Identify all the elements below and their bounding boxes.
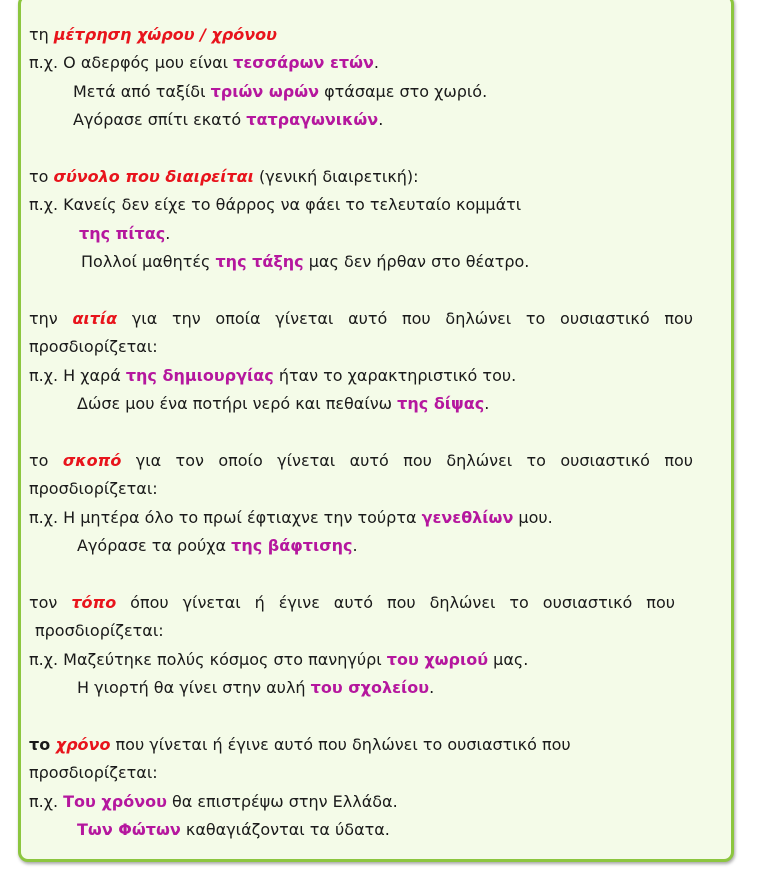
heading-text: την (29, 308, 73, 328)
example-text: . (378, 110, 384, 130)
heading-keyword: σκοπό (62, 450, 122, 470)
heading-text: τη (29, 25, 54, 44)
section-heading-measure (29, 21, 693, 49)
spacer (29, 135, 693, 163)
heading-text: τον (29, 592, 72, 612)
heading-continuation (29, 759, 693, 787)
example-line (29, 816, 693, 844)
genitive-highlight: της πίτας (79, 223, 166, 243)
genitive-highlight: Των Φώτων (77, 819, 181, 839)
example-text: . (352, 536, 358, 556)
example-line (29, 504, 693, 532)
example-text: μας δεν ήρθαν στο θέατρο. (303, 252, 530, 272)
example-text: Δώσε μου ένα ποτήρι νερό και πεθαίνω (77, 394, 398, 414)
heading-text: όπου γίνεται ή έγινε αυτό που δηλώνει το ουσιαστικό που (116, 592, 675, 612)
example-text: καθαγιάζονται τα ύδατα. (180, 819, 390, 839)
heading-text: προσδιορίζεται: (29, 763, 158, 783)
heading-text: προσδιορίζεται: (29, 479, 158, 499)
example-line (29, 362, 693, 390)
heading-text: το (29, 734, 56, 754)
spacer (29, 560, 693, 588)
example-text: . (373, 53, 380, 73)
section-heading-time (29, 731, 693, 759)
heading-continuation (29, 475, 693, 503)
example-line (29, 191, 693, 219)
example-line (29, 106, 693, 134)
heading-continuation (29, 333, 693, 361)
content-panel (18, 0, 734, 862)
heading-text: που γίνεται ή έγινε αυτό που δηλώνει το ουσιαστικό που (110, 734, 571, 754)
genitive-highlight: του χωριού (386, 649, 489, 669)
genitive-highlight: τριών ωρών (210, 81, 320, 101)
example-text: π.χ. (29, 791, 64, 811)
example-text: μου. (513, 507, 553, 527)
example-text: Πολλοί μαθητές (81, 252, 216, 272)
example-line (29, 390, 693, 418)
example-text: π.χ. Η μητέρα όλο το πρωί έφτιαχνε την τούρτα (29, 507, 422, 527)
genitive-highlight: της τάξης (215, 252, 304, 272)
example-line (29, 78, 693, 106)
genitive-highlight: Του χρόνου (63, 791, 167, 811)
example-line (29, 532, 693, 560)
example-text: ήταν το χαρακτηριστικό του. (273, 365, 517, 385)
genitive-highlight: τατραγωνικών (246, 110, 379, 130)
heading-continuation (29, 617, 693, 645)
example-line (29, 220, 693, 248)
example-text: . (165, 223, 171, 243)
genitive-highlight: γενεθλίων (421, 507, 514, 527)
heading-keyword: χρόνο (55, 734, 111, 754)
genitive-highlight: του σχολείου (310, 677, 430, 697)
heading-text: το (29, 166, 54, 186)
example-text: Η γιορτή θα γίνει στην αυλή (77, 677, 311, 697)
example-text: φτάσαμε στο χωριό. (319, 81, 488, 101)
section-heading-purpose (29, 447, 693, 475)
section-heading-place (29, 589, 675, 617)
spacer (29, 418, 693, 446)
heading-keyword: τόπο (71, 592, 117, 612)
genitive-highlight: της δημιουργίας (125, 365, 274, 385)
example-line (29, 49, 693, 77)
example-text: . (484, 394, 490, 414)
example-line (29, 248, 693, 276)
example-text: π.χ. Η χαρά (29, 365, 126, 385)
genitive-highlight: της δίψας (397, 394, 485, 414)
heading-text: για τον οποίο γίνεται αυτό που δηλώνει το ουσιαστικό που (121, 450, 694, 470)
spacer (29, 702, 693, 730)
example-text: θα επιστρέψω στην Ελλάδα. (166, 791, 398, 811)
section-heading-cause (29, 305, 693, 333)
example-text: Μετά από ταξίδι (73, 81, 211, 101)
example-text: π.χ. Μαζεύτηκε πολύς κόσμος στο πανηγύρι (29, 649, 387, 669)
heading-keyword: μέτρηση χώρου / χρόνου (53, 25, 277, 44)
genitive-highlight: της βάφτισης (231, 536, 353, 556)
heading-text: για την οποία γίνεται αυτό που δηλώνει το ουσιαστικό που (117, 308, 694, 328)
example-text: Αγόρασε σπίτι εκατό (73, 110, 247, 130)
spacer (29, 277, 693, 305)
heading-keyword: αιτία (72, 308, 118, 328)
example-text: . (429, 677, 435, 697)
example-text: μας. (488, 649, 529, 669)
example-text: Αγόρασε τα ρούχα (77, 536, 232, 556)
example-line (29, 674, 693, 702)
heading-keyword: σύνολο που διαιρείται (53, 166, 254, 186)
example-line (29, 646, 693, 674)
example-line (29, 788, 693, 816)
heading-text: (γενική διαιρετική): (253, 166, 419, 186)
heading-text: προσδιορίζεται: (29, 337, 158, 357)
section-heading-partitive (29, 163, 693, 191)
genitive-highlight: τεσσάρων ετών (233, 53, 374, 73)
example-text: π.χ. Κανείς δεν είχε το θάρρος να φάει το τελευταίο κομμάτι (29, 195, 522, 215)
heading-text: προσδιορίζεται: (35, 621, 164, 641)
genitive-uses-text (29, 21, 693, 844)
heading-text: το (29, 450, 63, 470)
example-text: π.χ. Ο αδερφός μου είναι (29, 53, 234, 73)
